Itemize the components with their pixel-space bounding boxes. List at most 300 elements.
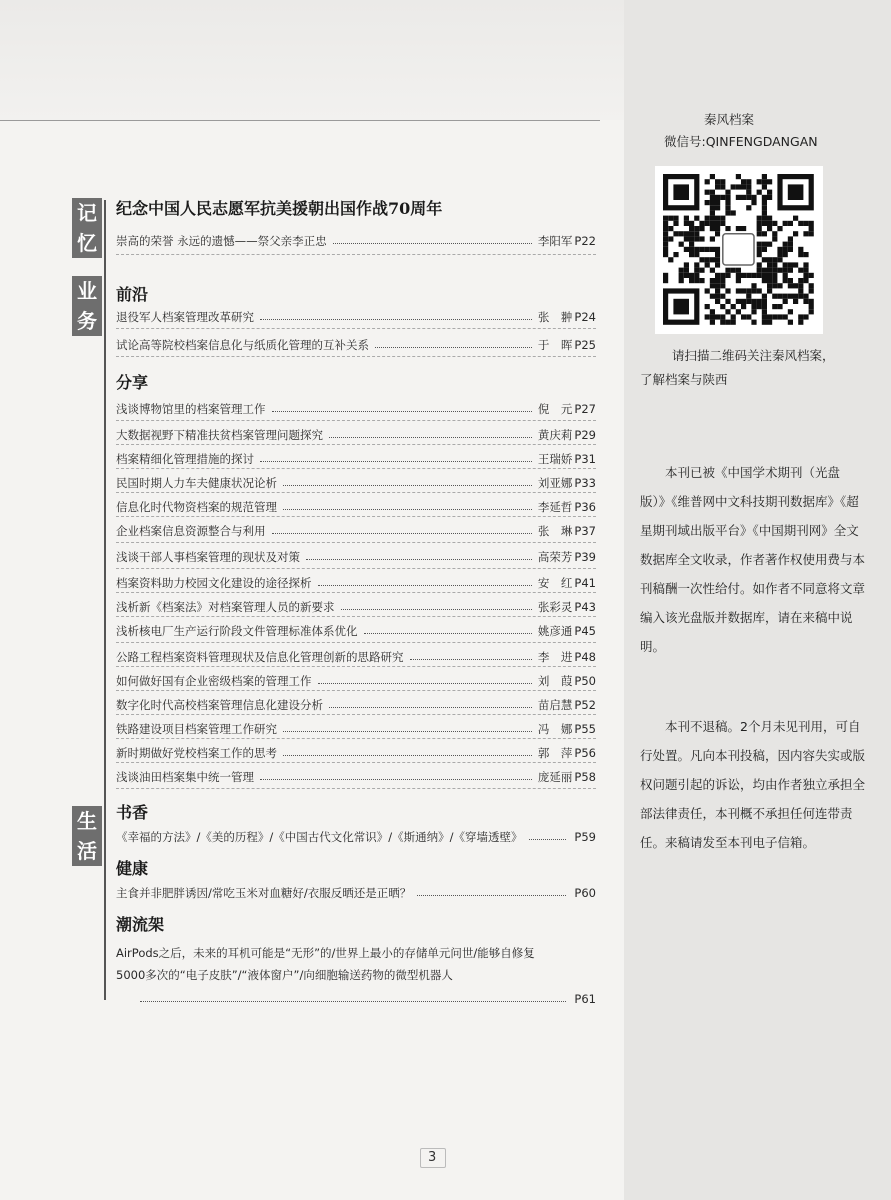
entry-page: P39 — [574, 550, 596, 564]
qr-module — [803, 221, 808, 226]
toc-entry[interactable] — [116, 826, 596, 848]
qr-module — [694, 262, 699, 267]
qr-module — [793, 283, 798, 288]
toc-vertical-rule — [104, 200, 106, 1000]
qr-module — [689, 278, 694, 283]
qr-module — [762, 257, 767, 262]
qr-module — [788, 242, 793, 247]
qr-module — [715, 273, 720, 278]
entry-separator — [116, 666, 596, 667]
entry-separator — [116, 492, 596, 493]
qr-module — [777, 268, 782, 273]
entry-page: P27 — [574, 402, 596, 416]
toc-entry[interactable] — [116, 520, 596, 542]
qr-module — [757, 190, 762, 195]
qr-module — [663, 242, 668, 247]
qr-module — [741, 195, 746, 200]
qr-module — [788, 294, 793, 299]
qr-module — [715, 252, 720, 257]
entry-title: 退役军人档案管理改革研究 — [116, 310, 254, 324]
qr-module — [720, 216, 725, 221]
qr-module — [663, 236, 668, 241]
qr-module — [757, 268, 762, 273]
qr-module — [746, 314, 751, 319]
qr-module — [694, 216, 699, 221]
leader-dots — [283, 755, 532, 756]
qr-module — [757, 231, 762, 236]
section-badge-jiyi — [72, 198, 102, 258]
entry-title: 浅析新《档案法》对档案管理人员的新要求 — [116, 600, 335, 614]
qr-module — [689, 252, 694, 257]
qr-module — [689, 242, 694, 247]
qr-module — [684, 268, 689, 273]
qr-module — [762, 179, 767, 184]
entry-page: P56 — [574, 746, 596, 760]
qr-module — [689, 273, 694, 278]
qr-module — [757, 262, 762, 267]
qr-module — [798, 247, 803, 252]
qr-module — [757, 221, 762, 226]
entry-page: P22 — [574, 234, 596, 248]
qr-module — [699, 221, 704, 226]
qr-module — [788, 184, 804, 200]
qr-module — [699, 278, 704, 283]
qr-module — [772, 283, 777, 288]
entry-title: 铁路建设项目档案管理工作研究 — [116, 722, 277, 736]
qr-module — [777, 314, 782, 319]
qr-module — [783, 299, 788, 304]
entry-author: 苗启慧 — [537, 698, 573, 712]
entry-author: 刘亚娜 — [537, 476, 573, 490]
qr-module — [663, 247, 668, 252]
qr-module — [731, 184, 736, 189]
toc-entry[interactable] — [116, 424, 596, 446]
toc-entry[interactable] — [116, 620, 596, 642]
qr-module — [699, 257, 704, 262]
qr-module — [762, 205, 767, 210]
entry-title: 公路工程档案资料管理现状及信息化管理创新的思路研究 — [116, 650, 404, 664]
entry-page: P29 — [574, 428, 596, 442]
qr-module — [663, 226, 668, 231]
qr-module — [757, 226, 762, 231]
qr-module — [684, 247, 689, 252]
journal-name: 秦风档案 — [704, 112, 755, 127]
qr-module — [705, 216, 710, 221]
entry-author: 李 进 — [537, 650, 573, 664]
toc-entry-trend-line1[interactable] — [116, 942, 596, 964]
toc-entry[interactable] — [116, 766, 596, 788]
entry-page: P58 — [574, 770, 596, 784]
toc-entry[interactable] — [116, 546, 596, 568]
qr-module — [809, 304, 814, 309]
qr-module — [710, 195, 715, 200]
qr-module — [689, 221, 694, 226]
qr-module — [741, 288, 746, 293]
entry-separator — [116, 738, 596, 739]
qr-module — [710, 283, 715, 288]
entry-separator — [116, 444, 596, 445]
qr-module — [689, 247, 694, 252]
qr-module — [803, 294, 808, 299]
leader-dots — [260, 779, 532, 780]
qr-module — [798, 288, 803, 293]
entry-separator — [116, 356, 596, 357]
leader-dots — [283, 485, 532, 486]
entry-author: 于 晖 — [537, 338, 573, 352]
qr-module — [689, 231, 694, 236]
qr-module — [720, 184, 725, 189]
qr-module — [783, 273, 788, 278]
qr-module — [684, 216, 689, 221]
qr-module — [767, 262, 772, 267]
qr-module — [684, 262, 689, 267]
entry-separator — [116, 568, 596, 569]
entry-page: P36 — [574, 500, 596, 514]
entry-title: 企业档案信息资源整合与利用 — [116, 524, 266, 538]
qr-module — [772, 231, 777, 236]
entry-title: 浅谈油田档案集中统一管理 — [116, 770, 254, 784]
qr-module — [803, 278, 808, 283]
qr-module — [710, 200, 715, 205]
qr-module — [767, 190, 772, 195]
entry-page: P31 — [574, 452, 596, 466]
leader-dots — [283, 731, 532, 732]
qr-module — [725, 268, 730, 273]
qr-module — [705, 288, 710, 293]
toc-entry[interactable] — [116, 230, 596, 252]
toc-entry[interactable] — [116, 646, 596, 668]
badge-char: 记 — [77, 201, 97, 225]
qr-module — [715, 184, 720, 189]
qr-module — [772, 278, 777, 283]
qr-module — [777, 252, 782, 257]
qr-module — [762, 299, 767, 304]
qr-module — [746, 179, 751, 184]
qr-module — [762, 273, 767, 278]
qr-module — [663, 252, 668, 257]
qr-module — [798, 252, 803, 257]
qr-module — [731, 320, 736, 325]
entry-author: 高荣芳 — [537, 550, 573, 564]
entry-page: P55 — [574, 722, 596, 736]
qr-module — [793, 299, 798, 304]
qr-module — [673, 184, 689, 200]
qr-module — [809, 273, 814, 278]
qr-module — [757, 304, 762, 309]
qr-module — [668, 236, 673, 241]
entry-author: 郭 萍 — [537, 746, 573, 760]
section-badge-shenghuo — [72, 806, 102, 866]
badge-char: 务 — [77, 309, 97, 333]
qr-module — [757, 273, 762, 278]
notice-paragraph-2: 本刊不退稿。2个月未见刊用，可自行处置。凡向本刊投稿，因内容失实或版权问题引起的诉讼，均由作者独立承担全部法律责任，本刊概不承担任何连带责任。来稿请发至本刊电子信箱。 — [640, 719, 866, 850]
qr-module — [793, 231, 798, 236]
entry-author: 李延哲 — [537, 500, 573, 514]
qr-module — [762, 231, 767, 236]
qr-module — [710, 210, 715, 215]
qr-module — [809, 283, 814, 288]
qr-module — [736, 288, 741, 293]
qr-module — [710, 221, 715, 226]
qr-module — [699, 226, 704, 231]
entry-author: 安 红 — [537, 576, 573, 590]
qr-module — [736, 195, 741, 200]
qr-module — [736, 309, 741, 314]
qr-module — [684, 236, 689, 241]
qr-module — [715, 247, 720, 252]
qr-module — [772, 294, 777, 299]
qr-module — [788, 283, 793, 288]
qr-module — [715, 205, 720, 210]
entry-title: 主食并非肥胖诱因/常吃玉米对血糖好/衣服反晒还是正晒？ — [116, 886, 412, 900]
qr-module — [803, 231, 808, 236]
qr-module — [746, 288, 751, 293]
qr-module — [663, 278, 668, 283]
toc-entry[interactable] — [116, 572, 596, 594]
entry-title: 5000多次的“电子皮肤”/“液体窗户”/向细胞输送药物的微型机器人 — [116, 968, 453, 982]
qr-module — [767, 320, 772, 325]
entry-title: 崇高的荣誉 永远的遗憾——祭父亲李正忠 — [116, 234, 327, 248]
qr-module — [762, 314, 767, 319]
qr-module — [731, 304, 736, 309]
qr-module — [684, 231, 689, 236]
qr-module — [741, 179, 746, 184]
entry-title: 新时期做好党校档案工作的思考 — [116, 746, 277, 760]
leader-dots — [341, 609, 532, 610]
subheading-shuxiang: 书香 — [116, 803, 149, 822]
toc-entry[interactable] — [116, 398, 596, 420]
qr-module — [736, 184, 741, 189]
qr-module — [793, 262, 798, 267]
top-rule — [0, 120, 600, 121]
qr-module — [762, 304, 767, 309]
leader-dots — [529, 839, 567, 840]
qr-module — [710, 247, 715, 252]
qr-module — [746, 195, 751, 200]
qr-module — [741, 184, 746, 189]
qr-module — [710, 226, 715, 231]
qr-module — [793, 216, 798, 221]
qr-module — [788, 247, 793, 252]
qr-module — [762, 174, 767, 179]
qr-module — [736, 174, 741, 179]
qr-module — [762, 184, 767, 189]
toc-entry[interactable] — [116, 596, 596, 618]
entry-page: P50 — [574, 674, 596, 688]
entry-title: 《幸福的方法》/《美的历程》/《中国古代文化常识》/《斯通纳》/《穿墙透壁》 — [116, 830, 523, 844]
qr-module — [783, 314, 788, 319]
qr-module — [720, 278, 725, 283]
qr-module — [731, 314, 736, 319]
qr-module — [746, 184, 751, 189]
qr-module — [788, 278, 793, 283]
entry-author: 张 琳 — [537, 524, 573, 538]
leader-dots — [272, 533, 532, 534]
qr-module — [751, 309, 756, 314]
qr-module — [777, 283, 782, 288]
entry-page: P43 — [574, 600, 596, 614]
entry-separator — [116, 714, 596, 715]
qr-module — [762, 242, 767, 247]
subheading-chaoliujia: 潮流架 — [116, 915, 165, 934]
qr-module — [798, 268, 803, 273]
qr-module — [720, 294, 725, 299]
qr-caption-2: 了解档案与陕西 — [640, 372, 728, 387]
entry-separator — [116, 642, 596, 643]
page-number: 3 — [428, 1150, 437, 1165]
qr-module — [710, 314, 715, 319]
qr-module — [679, 268, 684, 273]
qr-module — [803, 262, 808, 267]
qr-module — [762, 195, 767, 200]
toc-entry[interactable] — [116, 448, 596, 470]
qr-module — [767, 226, 772, 231]
qr-module — [783, 242, 788, 247]
entry-separator — [116, 542, 596, 543]
section-badge-yewu — [72, 276, 102, 336]
subheading-jiankang: 健康 — [116, 859, 149, 878]
qr-module — [798, 294, 803, 299]
qr-module — [746, 190, 751, 195]
qr-module — [762, 247, 767, 252]
entry-page: P45 — [574, 624, 596, 638]
badge-char: 忆 — [77, 231, 97, 255]
entry-separator — [116, 616, 596, 617]
entry-page: P33 — [574, 476, 596, 490]
qr-module — [798, 320, 803, 325]
qr-module — [736, 299, 741, 304]
qr-module — [788, 236, 793, 241]
qr-module — [725, 273, 730, 278]
toc-entry[interactable] — [116, 694, 596, 716]
entry-title: AirPods之后，未来的耳机可能是“无形”的/世界上最小的存储单元问世/能够自修复 — [116, 946, 535, 960]
qr-module — [699, 268, 704, 273]
leader-dots — [318, 683, 532, 684]
qr-module — [668, 257, 673, 262]
qr-module — [715, 200, 720, 205]
qr-module — [710, 205, 715, 210]
qr-module — [772, 221, 777, 226]
qr-code[interactable] — [655, 166, 823, 334]
leader-dots — [260, 319, 532, 320]
toc-entry[interactable] — [116, 496, 596, 518]
qr-module — [725, 190, 730, 195]
toc-entry[interactable] — [116, 334, 596, 356]
qr-module — [705, 247, 710, 252]
qr-module — [762, 278, 767, 283]
qr-caption-1: 请扫描二维码关注秦风档案， — [672, 348, 835, 363]
entry-title: 信息化时代物资档案的规范管理 — [116, 500, 277, 514]
entry-title: 大数据视野下精准扶贫档案管理问题探究 — [116, 428, 323, 442]
entry-page: P52 — [574, 698, 596, 712]
qr-module — [741, 304, 746, 309]
toc-entry[interactable] — [116, 472, 596, 494]
qr-module — [715, 195, 720, 200]
entry-page: P48 — [574, 650, 596, 664]
qr-module — [783, 247, 788, 252]
entry-author: 刘 葭 — [537, 674, 573, 688]
entry-title: 浅谈博物馆里的档案管理工作 — [116, 402, 266, 416]
toc-entry-trend-line2[interactable] — [116, 964, 596, 986]
qr-module — [757, 179, 762, 184]
qr-module — [731, 210, 736, 215]
qr-module — [772, 314, 777, 319]
entry-page: P24 — [574, 310, 596, 324]
qr-module — [767, 288, 772, 293]
qr-module — [783, 294, 788, 299]
qr-module — [715, 216, 720, 221]
qr-module — [694, 268, 699, 273]
qr-module — [673, 221, 678, 226]
qr-module — [715, 314, 720, 319]
entry-author: 王瑞娇 — [537, 452, 573, 466]
qr-module — [720, 195, 725, 200]
qr-module — [694, 252, 699, 257]
qr-module — [793, 294, 798, 299]
toc-entry-trend-page[interactable] — [134, 988, 596, 1010]
toc-entry[interactable] — [116, 718, 596, 740]
qr-module — [699, 247, 704, 252]
toc-entry[interactable] — [116, 882, 596, 904]
toc-entry[interactable] — [116, 306, 596, 328]
qr-module — [798, 221, 803, 226]
entry-separator — [116, 254, 596, 255]
leader-dots — [260, 461, 532, 462]
qr-module — [699, 236, 704, 241]
qr-module — [767, 195, 772, 200]
qr-module — [757, 247, 762, 252]
entry-separator — [116, 328, 596, 329]
qr-module — [788, 268, 793, 273]
leader-dots — [306, 559, 532, 560]
qr-module — [720, 320, 725, 325]
qr-module — [725, 200, 730, 205]
qr-module — [809, 221, 814, 226]
badge-char: 业 — [77, 279, 97, 303]
qr-module — [762, 200, 767, 205]
qr-module — [679, 273, 684, 278]
qr-module — [715, 288, 720, 293]
badge-char: 生 — [77, 809, 97, 833]
qr-module — [751, 299, 756, 304]
qr-module — [751, 283, 756, 288]
qr-module — [668, 226, 673, 231]
notice-paragraph-1: 本刊已被《中国学术期刊（光盘版）》《维普网中文科技期刊数据库》《超星期刊域出版平台》《中国期刊网》全文数据库全文收录，作者著作权使用费与本刊稿酬一次性给付。如作者不同意将文章编入该光盘版并数据库，请在来稿中说明。 — [640, 465, 866, 654]
qr-module — [736, 273, 741, 278]
entry-title: 档案资料助力校园文化建设的途径探析 — [116, 576, 312, 590]
qr-module — [809, 299, 814, 304]
toc-entry[interactable] — [116, 670, 596, 692]
qr-module — [673, 252, 678, 257]
qr-module — [725, 195, 730, 200]
qr-module — [715, 257, 720, 262]
entry-author: 庞延丽 — [537, 770, 573, 784]
qr-module — [751, 320, 756, 325]
qr-module — [809, 309, 814, 314]
entry-separator — [116, 592, 596, 593]
qr-module — [751, 288, 756, 293]
qr-module — [777, 304, 782, 309]
toc-entry[interactable] — [116, 742, 596, 764]
qr-module — [783, 278, 788, 283]
qr-module — [762, 216, 767, 221]
qr-module — [715, 299, 720, 304]
qr-module — [720, 314, 725, 319]
qr-module — [777, 294, 782, 299]
wechat-id: 微信号:QINFENGDANGAN — [664, 134, 818, 149]
qr-module — [788, 309, 793, 314]
entry-author: 姚彦通 — [537, 624, 573, 638]
